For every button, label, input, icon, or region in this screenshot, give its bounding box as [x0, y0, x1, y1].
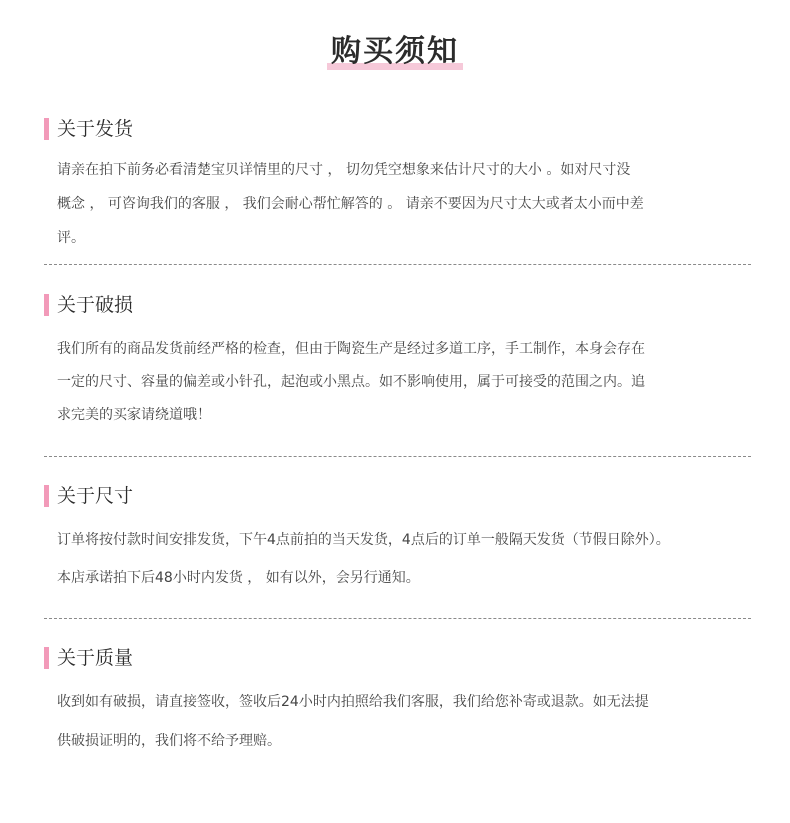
section-text-line: 供破损证明的，我们将不给予理赔。	[57, 733, 281, 749]
section-title: 关于破损	[57, 294, 134, 316]
page-title: 购买须知	[327, 30, 463, 74]
section-divider	[44, 264, 751, 265]
section-text-line: 我们所有的商品发货前经严格的检查，但由于陶瓷生产是经过多道工序，手工制作，本身会存在	[57, 341, 645, 357]
section-title: 关于发货	[57, 118, 134, 140]
section-text-line: 请亲在拍下前务必看清楚宝贝详情里的尺寸 ， 切勿凭空想象来估计尺寸的大小 。如对尺寸没	[57, 162, 631, 178]
section-text-line: 评。	[57, 230, 85, 246]
section-accent-bar	[44, 485, 49, 507]
section-text-line: 收到如有破损，请直接签收，签收后24小时内拍照给我们客服，我们给您补寄或退款。如无法提	[57, 694, 649, 710]
section-text-line: 一定的尺寸、容量的偏差或小针孔，起泡或小黑点。如不影响使用，属于可接受的范围之内。追	[57, 374, 645, 390]
section-text-line: 本店承诺拍下后48小时内发货 ， 如有以外，会另行通知。	[57, 570, 420, 586]
section-heading-shipping	[44, 116, 133, 142]
section-heading-quality	[44, 645, 133, 671]
section-text-line: 概念 ， 可咨询我们的客服 ， 我们会耐心帮忙解答的 。 请亲不要因为尺寸太大或者太小而中差	[57, 196, 644, 212]
section-text-line: 求完美的买家请绕道哦！	[57, 407, 211, 423]
section-accent-bar	[44, 294, 49, 316]
page-header	[0, 30, 790, 74]
section-divider	[44, 618, 751, 619]
section-title: 关于质量	[57, 647, 134, 669]
section-accent-bar	[44, 118, 49, 140]
section-heading-size	[44, 483, 133, 509]
section-accent-bar	[44, 647, 49, 669]
section-heading-damage	[44, 292, 133, 318]
section-text-line: 订单将按付款时间安排发货，下午4点前拍的当天发货，4点后的订单一般隔天发货（节假日除外）。	[57, 532, 670, 548]
section-divider	[44, 456, 751, 457]
section-title: 关于尺寸	[57, 485, 134, 507]
